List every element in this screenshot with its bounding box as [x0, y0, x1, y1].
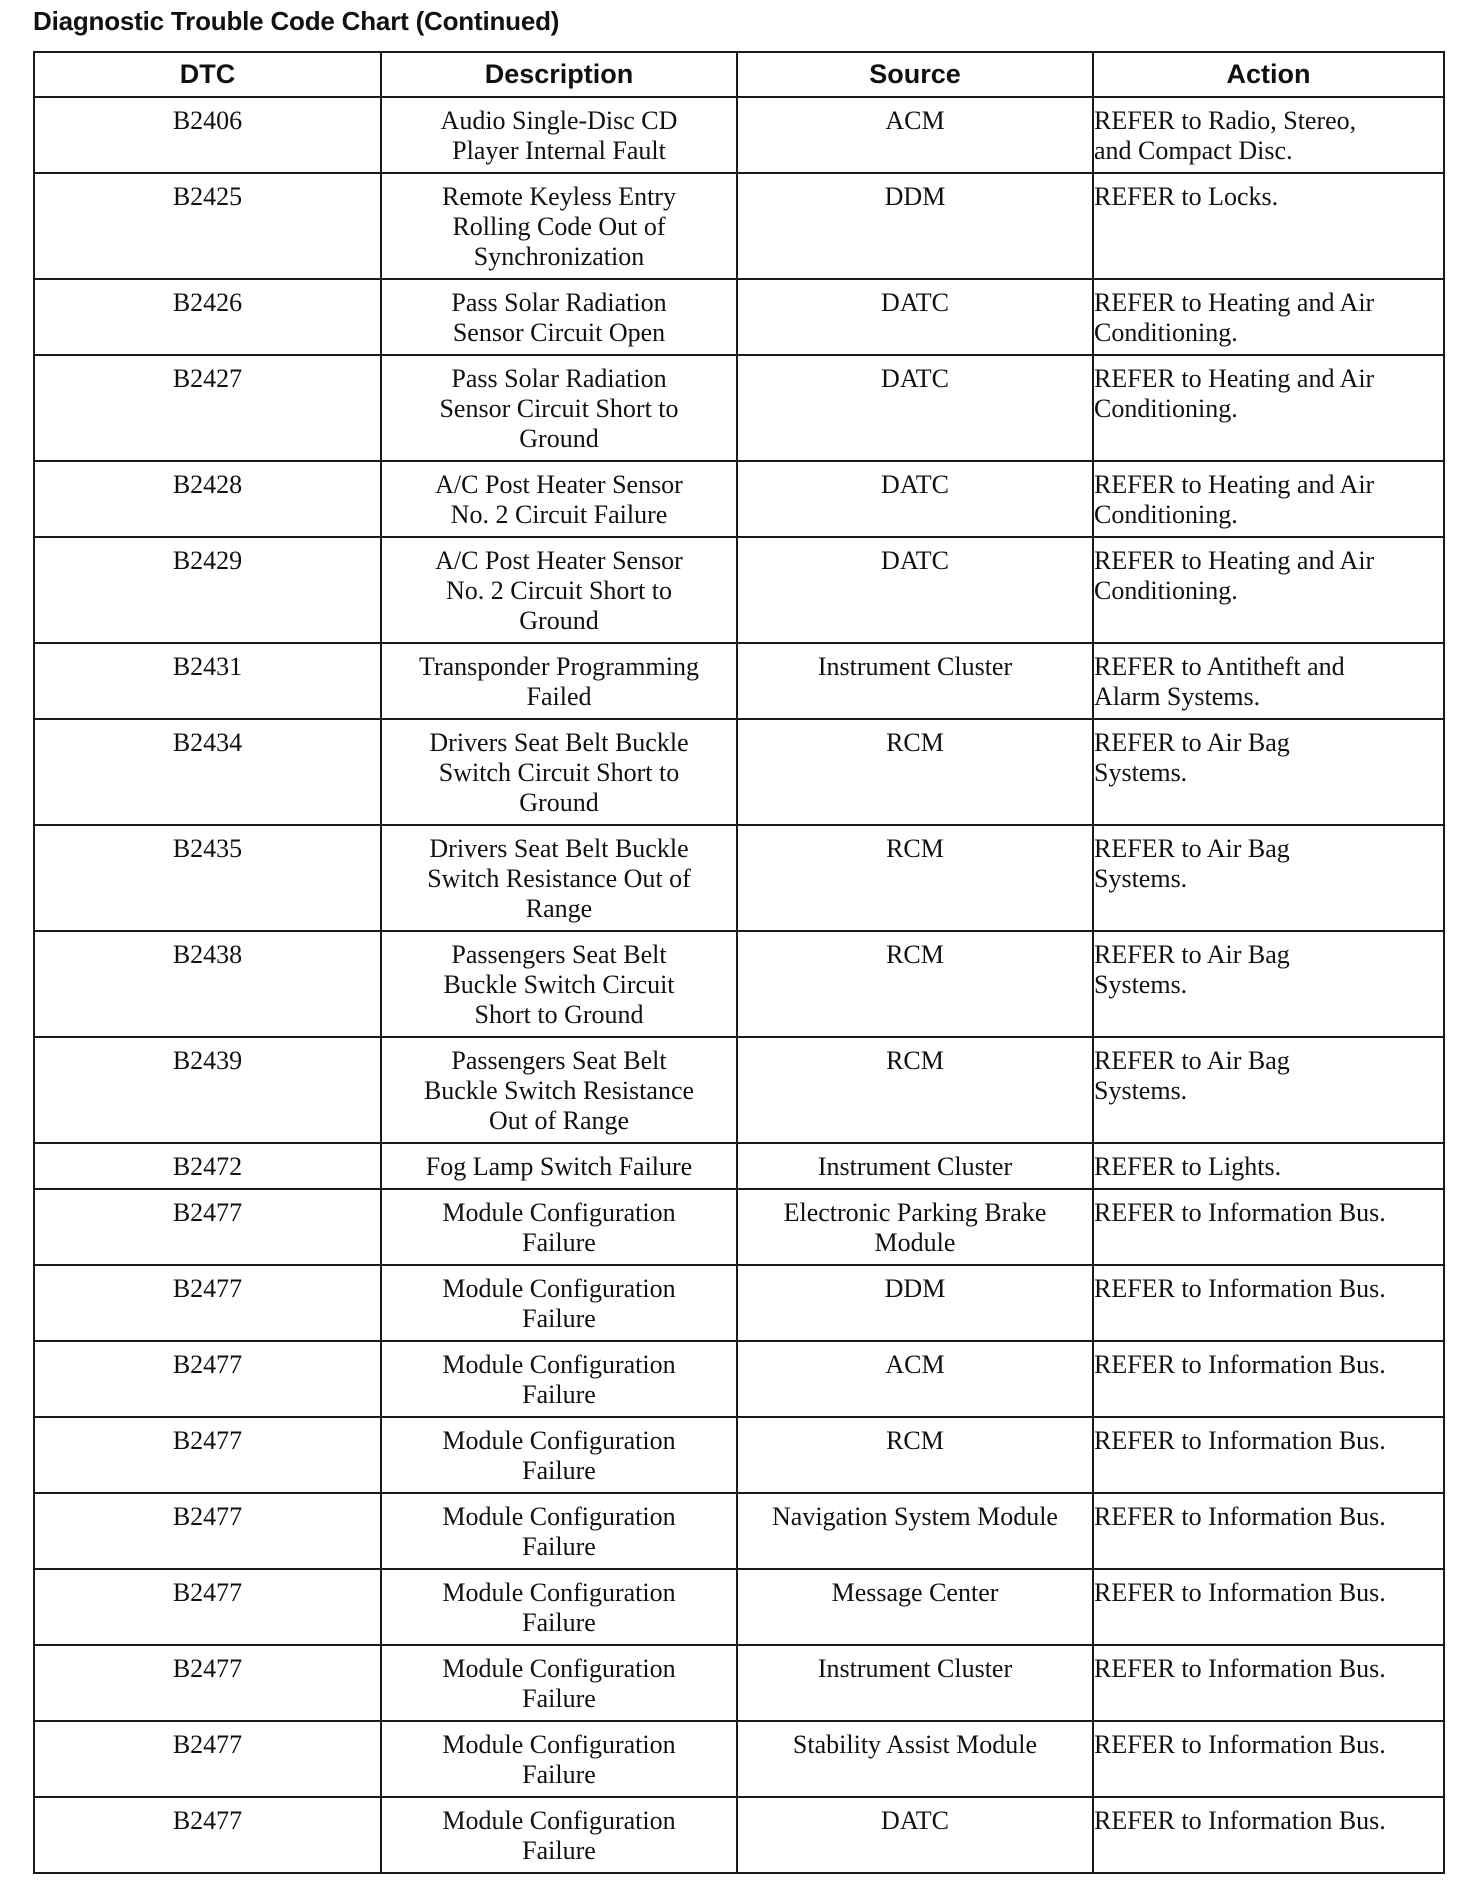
cell-dtc — [34, 1143, 381, 1189]
cell-action-line: REFER to Heating and Air — [1094, 288, 1375, 317]
cell-description-line: Player Internal Fault — [452, 136, 666, 165]
cell-action — [1093, 1037, 1444, 1143]
cell-action-line: REFER to Information Bus. — [1094, 1806, 1386, 1835]
cell-action-line: REFER to Heating and Air — [1094, 470, 1375, 499]
cell-source — [737, 1493, 1093, 1569]
cell-dtc-text: B2438 — [172, 940, 243, 969]
cell-action — [1093, 1493, 1444, 1569]
cell-description — [381, 643, 737, 719]
cell-action-line: REFER to Information Bus. — [1094, 1274, 1386, 1303]
cell-source-line: Module — [874, 1228, 956, 1257]
cell-description-line: Buckle Switch Resistance — [423, 1076, 695, 1105]
cell-action-line: Systems. — [1094, 1076, 1188, 1105]
cell-description-line: Module Configuration — [442, 1426, 676, 1455]
cell-description-line: Switch Resistance Out of — [427, 864, 691, 893]
table-row — [34, 1721, 1444, 1797]
cell-description-line: Module Configuration — [442, 1730, 676, 1759]
cell-source — [737, 719, 1093, 825]
cell-action-line: REFER to Information Bus. — [1094, 1654, 1386, 1683]
cell-description — [381, 1341, 737, 1417]
cell-description-line: Drivers Seat Belt Buckle — [429, 834, 689, 863]
cell-source — [737, 1341, 1093, 1417]
cell-source-line: ACM — [885, 106, 945, 135]
cell-description-line: Synchronization — [473, 242, 645, 271]
cell-source — [737, 931, 1093, 1037]
cell-description-line: Failure — [522, 1836, 596, 1865]
cell-description — [381, 1493, 737, 1569]
cell-dtc — [34, 1341, 381, 1417]
cell-source-line: Navigation System Module — [772, 1502, 1058, 1531]
cell-source — [737, 279, 1093, 355]
cell-action-line: Conditioning. — [1094, 500, 1238, 529]
cell-dtc-text: B2428 — [172, 470, 243, 499]
cell-action — [1093, 1341, 1444, 1417]
cell-description-line: A/C Post Heater Sensor — [435, 470, 683, 499]
cell-source-line: DATC — [881, 364, 949, 393]
cell-source — [737, 537, 1093, 643]
table-row — [34, 1341, 1444, 1417]
cell-description — [381, 1265, 737, 1341]
cell-dtc — [34, 825, 381, 931]
cell-dtc-text: B2477 — [172, 1502, 243, 1531]
cell-dtc — [34, 279, 381, 355]
cell-description-line: Failure — [522, 1760, 596, 1789]
cell-action — [1093, 1417, 1444, 1493]
cell-description-line: Switch Circuit Short to — [438, 758, 680, 787]
table-row — [34, 1645, 1444, 1721]
cell-source-line: DDM — [884, 182, 946, 211]
cell-source-line: DATC — [881, 470, 949, 499]
cell-description — [381, 97, 737, 173]
cell-source — [737, 173, 1093, 279]
cell-description-line: Failure — [522, 1380, 596, 1409]
cell-action-line: REFER to Air Bag — [1094, 834, 1290, 863]
cell-source — [737, 1417, 1093, 1493]
cell-dtc — [34, 1417, 381, 1493]
cell-action-line: REFER to Radio, Stereo, — [1094, 106, 1357, 135]
cell-action-line: Conditioning. — [1094, 318, 1238, 347]
table-row — [34, 537, 1444, 643]
cell-action-line: REFER to Air Bag — [1094, 1046, 1290, 1075]
table-row — [34, 1797, 1444, 1873]
cell-action-line: Alarm Systems. — [1094, 682, 1261, 711]
cell-action-line: REFER to Air Bag — [1094, 940, 1290, 969]
cell-description — [381, 279, 737, 355]
table-row — [34, 97, 1444, 173]
cell-action — [1093, 1265, 1444, 1341]
cell-description — [381, 355, 737, 461]
cell-description-line: Transponder Programming — [419, 652, 699, 681]
cell-description — [381, 537, 737, 643]
cell-source-line: RCM — [886, 728, 944, 757]
cell-action — [1093, 1143, 1444, 1189]
cell-dtc-text: B2477 — [172, 1654, 243, 1683]
cell-description-line: Failure — [522, 1456, 596, 1485]
cell-description — [381, 1417, 737, 1493]
cell-dtc-text: B2477 — [172, 1274, 243, 1303]
cell-description-line: Range — [525, 894, 593, 923]
cell-dtc-text: B2477 — [172, 1198, 243, 1227]
cell-description-line: Module Configuration — [442, 1654, 676, 1683]
cell-dtc-text: B2431 — [172, 652, 243, 681]
cell-action-line: REFER to Information Bus. — [1094, 1426, 1386, 1455]
cell-source — [737, 1797, 1093, 1873]
table-row — [34, 461, 1444, 537]
cell-action-line: REFER to Information Bus. — [1094, 1198, 1386, 1227]
cell-dtc — [34, 355, 381, 461]
cell-source-line: DATC — [881, 1806, 949, 1835]
cell-action — [1093, 1721, 1444, 1797]
cell-description-line: No. 2 Circuit Failure — [450, 500, 668, 529]
table-row — [34, 173, 1444, 279]
cell-source-line: Stability Assist Module — [792, 1730, 1038, 1759]
cell-description — [381, 1797, 737, 1873]
cell-dtc — [34, 1493, 381, 1569]
cell-action — [1093, 461, 1444, 537]
cell-action-line: REFER to Lights. — [1094, 1152, 1282, 1181]
cell-description — [381, 173, 737, 279]
cell-dtc-text: B2435 — [172, 834, 243, 863]
cell-source-line: RCM — [886, 834, 944, 863]
cell-source — [737, 461, 1093, 537]
cell-action — [1093, 97, 1444, 173]
cell-dtc-text: B2477 — [172, 1578, 243, 1607]
cell-description-line: Failure — [522, 1532, 596, 1561]
cell-description-line: A/C Post Heater Sensor — [435, 546, 683, 575]
cell-source-line: Instrument Cluster — [817, 1152, 1013, 1181]
cell-source — [737, 1189, 1093, 1265]
table-row — [34, 279, 1444, 355]
table-row — [34, 1265, 1444, 1341]
cell-dtc-text: B2477 — [172, 1426, 243, 1455]
cell-description — [381, 1645, 737, 1721]
cell-source — [737, 97, 1093, 173]
cell-action — [1093, 537, 1444, 643]
cell-action-line: REFER to Locks. — [1094, 182, 1279, 211]
cell-action-line: REFER to Air Bag — [1094, 728, 1290, 757]
cell-source — [737, 1037, 1093, 1143]
cell-action-line: REFER to Information Bus. — [1094, 1350, 1386, 1379]
cell-dtc — [34, 1797, 381, 1873]
cell-description-line: Passengers Seat Belt — [451, 940, 667, 969]
cell-description-line: Pass Solar Radiation — [451, 364, 667, 393]
cell-description — [381, 1721, 737, 1797]
cell-description-line: Failure — [522, 1304, 596, 1333]
cell-description-line: Sensor Circuit Short to — [439, 394, 679, 423]
cell-dtc — [34, 1189, 381, 1265]
header-source: Source — [737, 52, 1093, 97]
cell-source — [737, 1143, 1093, 1189]
cell-description-line: Ground — [519, 424, 599, 453]
cell-dtc-text: B2439 — [172, 1046, 243, 1075]
cell-description-line: Module Configuration — [442, 1806, 676, 1835]
cell-action-line: REFER to Information Bus. — [1094, 1578, 1386, 1607]
cell-source-line: DATC — [881, 288, 949, 317]
cell-description-line: Ground — [519, 606, 599, 635]
table-row — [34, 719, 1444, 825]
cell-description — [381, 1037, 737, 1143]
cell-dtc-text: B2477 — [172, 1806, 243, 1835]
cell-description-line: Pass Solar Radiation — [451, 288, 667, 317]
cell-description — [381, 931, 737, 1037]
cell-source-line: Electronic Parking Brake — [783, 1198, 1047, 1227]
cell-source — [737, 643, 1093, 719]
table-row — [34, 643, 1444, 719]
cell-description-line: Module Configuration — [442, 1578, 676, 1607]
cell-description — [381, 825, 737, 931]
cell-description-line: Failure — [522, 1228, 596, 1257]
cell-source-line: RCM — [886, 940, 944, 969]
table-row — [34, 1189, 1444, 1265]
cell-action — [1093, 279, 1444, 355]
cell-action — [1093, 1189, 1444, 1265]
table-row — [34, 931, 1444, 1037]
cell-source — [737, 1569, 1093, 1645]
dtc-table — [33, 51, 1445, 1874]
cell-action-line: Conditioning. — [1094, 394, 1238, 423]
cell-source — [737, 1645, 1093, 1721]
cell-description-line: Out of Range — [488, 1106, 630, 1135]
cell-description-line: No. 2 Circuit Short to — [445, 576, 673, 605]
cell-source-line: Instrument Cluster — [817, 652, 1013, 681]
cell-description-line: Passengers Seat Belt — [451, 1046, 667, 1075]
cell-action — [1093, 643, 1444, 719]
cell-action-line: REFER to Heating and Air — [1094, 546, 1375, 575]
cell-action — [1093, 719, 1444, 825]
cell-description-line: Module Configuration — [442, 1274, 676, 1303]
cell-dtc-text: B2477 — [172, 1730, 243, 1759]
table-row — [34, 1143, 1444, 1189]
cell-source — [737, 355, 1093, 461]
cell-source-line: RCM — [886, 1426, 944, 1455]
cell-dtc — [34, 1569, 381, 1645]
cell-description-line: Failure — [522, 1684, 596, 1713]
cell-action-line: Conditioning. — [1094, 576, 1238, 605]
page-title: Diagnostic Trouble Code Chart (Continued) — [33, 6, 560, 36]
cell-description-line: Failed — [526, 682, 592, 711]
cell-dtc — [34, 1037, 381, 1143]
cell-description-line: Ground — [519, 788, 599, 817]
cell-source-line: Instrument Cluster — [817, 1654, 1013, 1683]
cell-dtc-text: B2406 — [172, 106, 243, 135]
header-description: Description — [381, 52, 737, 97]
cell-action — [1093, 825, 1444, 931]
cell-action-line: REFER to Antitheft and — [1094, 652, 1345, 681]
table-body — [34, 97, 1444, 1873]
cell-description-line: Rolling Code Out of — [452, 212, 666, 241]
header-dtc: DTC — [34, 52, 381, 97]
cell-dtc-text: B2426 — [172, 288, 243, 317]
table-row — [34, 1569, 1444, 1645]
cell-dtc — [34, 719, 381, 825]
cell-action — [1093, 355, 1444, 461]
cell-dtc — [34, 1265, 381, 1341]
cell-description-line: Module Configuration — [442, 1198, 676, 1227]
cell-description — [381, 719, 737, 825]
table-row — [34, 355, 1444, 461]
cell-dtc — [34, 173, 381, 279]
cell-action-line: REFER to Information Bus. — [1094, 1730, 1386, 1759]
cell-dtc — [34, 643, 381, 719]
cell-description-line: Sensor Circuit Open — [452, 318, 666, 347]
cell-description — [381, 1189, 737, 1265]
cell-source-line: ACM — [885, 1350, 945, 1379]
cell-dtc-text: B2477 — [172, 1350, 243, 1379]
cell-action — [1093, 1645, 1444, 1721]
cell-dtc-text: B2429 — [172, 546, 243, 575]
cell-action — [1093, 173, 1444, 279]
cell-description-line: Module Configuration — [442, 1502, 676, 1531]
cell-action-line: Systems. — [1094, 758, 1188, 787]
cell-dtc — [34, 537, 381, 643]
cell-action-line: Systems. — [1094, 970, 1188, 999]
cell-source — [737, 1721, 1093, 1797]
cell-description-line: Failure — [522, 1608, 596, 1637]
cell-dtc — [34, 1721, 381, 1797]
cell-dtc-text: B2434 — [172, 728, 243, 757]
cell-action-line: Systems. — [1094, 864, 1188, 893]
cell-description-line: Buckle Switch Circuit — [443, 970, 675, 999]
cell-dtc — [34, 461, 381, 537]
cell-description-line: Module Configuration — [442, 1350, 676, 1379]
cell-dtc-text: B2427 — [172, 364, 243, 393]
cell-source-line: DATC — [881, 546, 949, 575]
cell-description — [381, 1569, 737, 1645]
cell-action — [1093, 1797, 1444, 1873]
table-header-row — [34, 52, 1444, 97]
cell-action-line: and Compact Disc. — [1094, 136, 1293, 165]
cell-action — [1093, 931, 1444, 1037]
cell-description-line: Short to Ground — [474, 1000, 644, 1029]
cell-action-line: REFER to Heating and Air — [1094, 364, 1375, 393]
cell-source-line: Message Center — [831, 1578, 999, 1607]
cell-dtc-text: B2472 — [172, 1152, 243, 1181]
cell-source — [737, 825, 1093, 931]
cell-description-line: Remote Keyless Entry — [442, 182, 676, 211]
cell-source-line: RCM — [886, 1046, 944, 1075]
cell-action — [1093, 1569, 1444, 1645]
header-action: Action — [1093, 52, 1444, 97]
table-row — [34, 1417, 1444, 1493]
cell-action-line: REFER to Information Bus. — [1094, 1502, 1386, 1531]
table-row — [34, 1037, 1444, 1143]
cell-description-line: Audio Single-Disc CD — [440, 106, 678, 135]
cell-source — [737, 1265, 1093, 1341]
cell-description-line: Fog Lamp Switch Failure — [425, 1152, 693, 1181]
cell-source-line: DDM — [884, 1274, 946, 1303]
table-row — [34, 825, 1444, 931]
cell-dtc-text: B2425 — [172, 182, 243, 211]
cell-description — [381, 461, 737, 537]
cell-description — [381, 1143, 737, 1189]
table-row — [34, 1493, 1444, 1569]
cell-dtc — [34, 931, 381, 1037]
cell-dtc — [34, 1645, 381, 1721]
cell-description-line: Drivers Seat Belt Buckle — [429, 728, 689, 757]
cell-dtc — [34, 97, 381, 173]
